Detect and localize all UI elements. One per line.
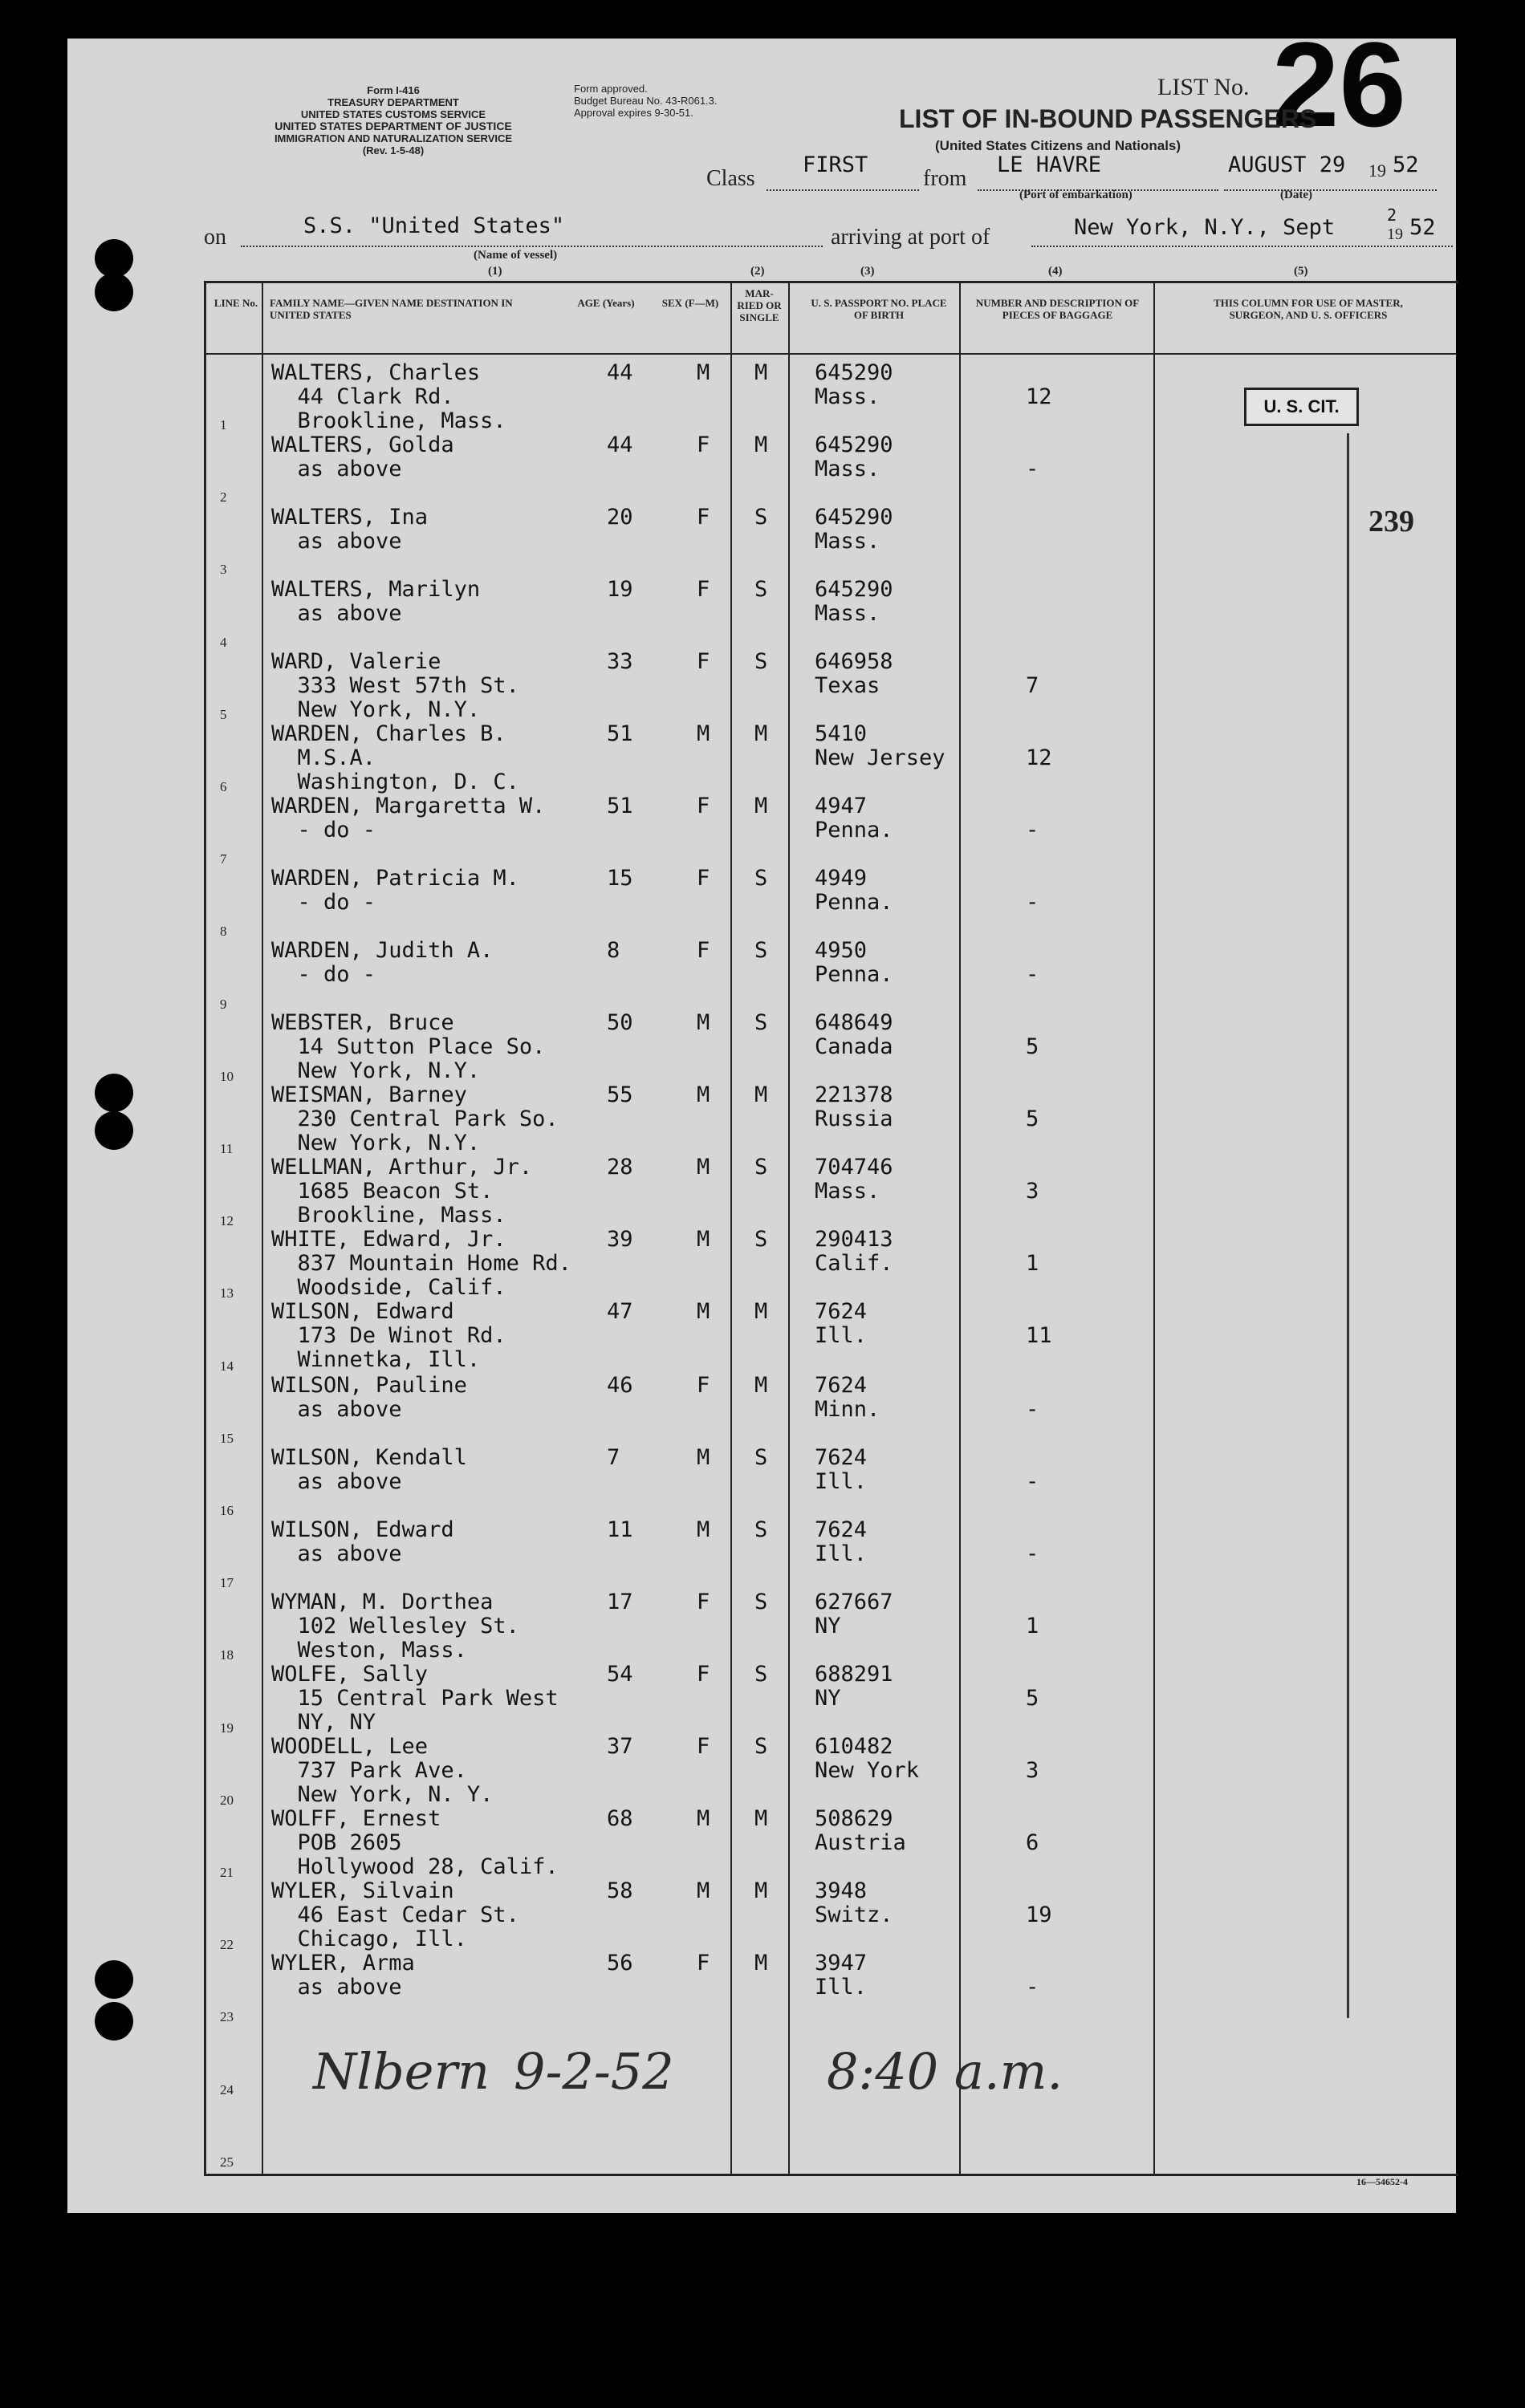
arrival-day: 2	[1387, 205, 1397, 225]
port-value: LE HAVRE	[997, 152, 1102, 177]
line-number: 6	[220, 779, 227, 794]
inspection-date: 9-2-52	[514, 2042, 674, 2101]
passenger-sex: F	[697, 1373, 710, 1398]
passenger-marital-status: S	[754, 1662, 768, 1687]
form-title: LIST OF IN-BOUND PASSENGERS	[899, 104, 1317, 133]
line-number: 9	[220, 996, 227, 1012]
passport-number: 4950	[815, 938, 868, 963]
passenger-marital-status: M	[754, 1951, 768, 1976]
passenger-name: WILSON, Edward 173 De Winot Rd. Winnetka, Ill.	[271, 1299, 506, 1372]
passenger-name: WILSON, Kendall as above	[271, 1445, 467, 1494]
passenger-name: WALTERS, Ina as above	[271, 505, 429, 554]
passport-number: 704746	[815, 1155, 893, 1180]
place-of-birth: Mass.	[815, 457, 880, 481]
passport-number: 645290	[815, 360, 893, 385]
place-of-birth: New Jersey	[815, 745, 946, 770]
dept-customs: UNITED STATES CUSTOMS SERVICE	[300, 108, 486, 120]
inspector-signature: Nlbern	[313, 2042, 490, 2101]
baggage-count: -	[1026, 1975, 1039, 2000]
baggage-count: 19	[1026, 1902, 1052, 1927]
passenger-name: WHITE, Edward, Jr. 837 Mountain Home Rd. Woodside, Calif.	[271, 1227, 571, 1300]
place-of-birth: NY	[815, 1614, 841, 1638]
port-caption: (Port of embarkation)	[1019, 189, 1133, 201]
passenger-marital-status: M	[754, 1878, 768, 1903]
line-number: 25	[220, 2154, 234, 2170]
dept-immigration: IMMIGRATION AND NATURALIZATION SERVICE	[274, 132, 513, 144]
vessel-line	[241, 246, 823, 247]
line-number: 12	[220, 1213, 234, 1229]
passenger-marital-status: M	[754, 721, 768, 746]
baggage-count: 5	[1026, 1686, 1039, 1711]
baggage-count: -	[1026, 818, 1039, 843]
passenger-sex: M	[697, 721, 710, 746]
place-of-birth: NY	[815, 1686, 841, 1711]
passenger-sex: F	[697, 794, 710, 818]
place-of-birth: Mass.	[815, 529, 880, 554]
passenger-age: 20	[607, 505, 633, 530]
line-number: 15	[220, 1430, 234, 1446]
list-no-label: LIST No.	[1157, 74, 1250, 100]
col-divider	[788, 281, 790, 2174]
passenger-age: 51	[607, 721, 633, 746]
passenger-name: WYLER, Arma as above	[271, 1951, 415, 2000]
baggage-count: 7	[1026, 673, 1039, 698]
place-of-birth: New York	[815, 1758, 920, 1783]
passenger-sex: M	[697, 1299, 710, 1324]
passenger-name: WARDEN, Charles B. M.S.A. Washington, D. C.	[271, 721, 519, 794]
passport-number: 4947	[815, 794, 868, 818]
us-citizen-stamp: U. S. CIT.	[1244, 388, 1359, 426]
passenger-marital-status: M	[754, 1082, 768, 1107]
passport-number: 645290	[815, 505, 893, 530]
line-number: 24	[220, 2081, 234, 2097]
passenger-marital-status: M	[754, 360, 768, 385]
passport-number: 3947	[815, 1951, 868, 1976]
passenger-age: 39	[607, 1227, 633, 1252]
passenger-marital-status: M	[754, 794, 768, 818]
place-of-birth: Ill.	[815, 1975, 868, 2000]
baggage-count: 3	[1026, 1179, 1039, 1204]
line-number: 10	[220, 1068, 234, 1084]
passenger-age: 19	[607, 577, 633, 602]
passport-number: 688291	[815, 1662, 893, 1687]
passenger-age: 37	[607, 1734, 633, 1759]
passenger-age: 8	[607, 938, 620, 963]
col-divider	[262, 281, 263, 2174]
passenger-name: WEBSTER, Bruce 14 Sutton Place So. New York, N.Y.	[271, 1010, 546, 1083]
date-line	[1224, 189, 1437, 191]
passenger-marital-status: S	[754, 505, 768, 530]
passenger-sex: F	[697, 1734, 710, 1759]
col-married: MAR- RIED OR SINGLE	[737, 287, 782, 323]
line-number: 3	[220, 562, 227, 578]
passenger-age: 46	[607, 1373, 633, 1398]
class-label: Class	[706, 166, 755, 191]
passenger-name: WYMAN, M. Dorthea 102 Wellesley St. Weston, Mass.	[271, 1590, 519, 1663]
baggage-count: 5	[1026, 1034, 1039, 1059]
line-number: 4	[220, 634, 227, 650]
passenger-name: WARD, Valerie 333 West 57th St. New York, N.Y.	[271, 649, 519, 722]
passenger-marital-status: S	[754, 1590, 768, 1614]
line-number: 22	[220, 1937, 234, 1953]
baggage-count: -	[1026, 1469, 1039, 1494]
passenger-age: 44	[607, 432, 633, 457]
passenger-age: 7	[607, 1445, 620, 1470]
baggage-count: 3	[1026, 1758, 1039, 1783]
passenger-age: 28	[607, 1155, 633, 1180]
place-of-birth: Russia	[815, 1107, 893, 1131]
baggage-count: 11	[1026, 1323, 1052, 1348]
passenger-sex: F	[697, 649, 710, 674]
passenger-name: WARDEN, Judith A. - do -	[271, 938, 494, 987]
form-approval	[574, 83, 718, 119]
passport-number: 7624	[815, 1299, 868, 1324]
baggage-count: -	[1026, 962, 1039, 987]
col-name: FAMILY NAME—GIVEN NAME DESTINATION IN UNITED STATES	[270, 297, 513, 321]
arrival-value: New York, N.Y., Sept	[1074, 215, 1336, 240]
passenger-name: WILSON, Edward as above	[271, 1517, 454, 1566]
punch-hole	[95, 1074, 133, 1112]
line-number: 19	[220, 1720, 234, 1736]
col-number-2: (2)	[750, 265, 765, 278]
place-of-birth: Texas	[815, 673, 880, 698]
passenger-age: 15	[607, 866, 633, 891]
place-of-birth: Ill.	[815, 1323, 868, 1348]
passenger-age: 54	[607, 1662, 633, 1687]
passenger-sex: M	[697, 1227, 710, 1252]
place-of-birth: Penna.	[815, 962, 893, 987]
place-of-birth: Mass.	[815, 601, 880, 626]
passenger-sex: M	[697, 1517, 710, 1542]
passenger-name: WELLMAN, Arthur, Jr. 1685 Beacon St. Brookline, Mass.	[271, 1155, 533, 1228]
form-subtitle: (United States Citizens and Nationals)	[935, 138, 1181, 153]
baggage-count: -	[1026, 1541, 1039, 1566]
passenger-age: 51	[607, 794, 633, 818]
col-line-no: LINE No.	[214, 297, 258, 309]
passenger-sex: F	[697, 432, 710, 457]
arrival-year: 52	[1409, 215, 1436, 240]
passenger-age: 50	[607, 1010, 633, 1035]
passport-number: 627667	[815, 1590, 893, 1614]
col-divider	[959, 281, 961, 2174]
passenger-marital-status: M	[754, 1299, 768, 1324]
passport-number: 645290	[815, 577, 893, 602]
passenger-marital-status: S	[754, 1010, 768, 1035]
approval-line: Approval expires 9-30-51.	[574, 107, 693, 119]
col-divider	[730, 281, 732, 2174]
passenger-age: 56	[607, 1951, 633, 1976]
passenger-name: WYLER, Silvain 46 East Cedar St. Chicago, Ill.	[271, 1878, 519, 1951]
passenger-name: WALTERS, Golda as above	[271, 432, 454, 481]
passport-number: 5410	[815, 721, 868, 746]
officer-check-line	[1347, 433, 1349, 2018]
year-value: 52	[1393, 152, 1419, 177]
year-prefix: 19	[1368, 160, 1386, 181]
approval-line: Form approved.	[574, 83, 648, 95]
passenger-marital-status: S	[754, 577, 768, 602]
passenger-sex: F	[697, 866, 710, 891]
passenger-sex: F	[697, 577, 710, 602]
passenger-marital-status: M	[754, 1373, 768, 1398]
passenger-marital-status: M	[754, 432, 768, 457]
passenger-marital-status: S	[754, 1155, 768, 1180]
line-number: 7	[220, 851, 227, 867]
line-number: 5	[220, 706, 227, 722]
place-of-birth: Calif.	[815, 1251, 893, 1276]
place-of-birth: Ill.	[815, 1541, 868, 1566]
side-number: 239	[1368, 505, 1414, 538]
arrival-year-prefix: 19	[1387, 225, 1403, 243]
col-number-4: (4)	[1048, 265, 1063, 278]
passenger-sex: F	[697, 1951, 710, 1976]
passport-number: 7624	[815, 1373, 868, 1398]
approval-line: Budget Bureau No. 43-R061.3.	[574, 95, 718, 107]
passenger-sex: M	[697, 1082, 710, 1107]
passenger-sex: M	[697, 360, 710, 385]
punch-hole	[95, 1111, 133, 1150]
passport-number: 290413	[815, 1227, 893, 1252]
place-of-birth: Penna.	[815, 890, 893, 915]
passenger-name: WEISMAN, Barney 230 Central Park So. New York, N.Y.	[271, 1082, 559, 1155]
passport-number: 221378	[815, 1082, 893, 1107]
footer-code: 16—54652-4	[1356, 2176, 1408, 2187]
col-age: AGE (Years)	[577, 297, 635, 309]
place-of-birth: Mass.	[815, 384, 880, 409]
passenger-marital-status: S	[754, 938, 768, 963]
baggage-count: 1	[1026, 1251, 1039, 1276]
passenger-sex: M	[697, 1806, 710, 1831]
date-value: AUGUST 29	[1228, 152, 1346, 177]
passport-number: 645290	[815, 432, 893, 457]
baggage-count: -	[1026, 457, 1039, 481]
baggage-count: -	[1026, 890, 1039, 915]
passenger-marital-status: S	[754, 1227, 768, 1252]
on-label: on	[204, 225, 226, 250]
place-of-birth: Canada	[815, 1034, 893, 1059]
passenger-sex: M	[697, 1878, 710, 1903]
passport-number: 508629	[815, 1806, 893, 1831]
vessel-value: S.S. "United States"	[303, 213, 565, 238]
passenger-name: WALTERS, Charles 44 Clark Rd. Brookline, Mass.	[271, 360, 506, 433]
line-number: 23	[220, 2009, 234, 2025]
passenger-marital-status: S	[754, 866, 768, 891]
line-number: 16	[220, 1503, 234, 1518]
col-number-1: (1)	[488, 265, 502, 278]
passenger-sex: F	[697, 1662, 710, 1687]
form-number: Form I-416	[367, 84, 420, 96]
class-value: FIRST	[803, 152, 868, 177]
punch-hole	[95, 239, 133, 278]
passenger-name: WALTERS, Marilyn as above	[271, 577, 481, 626]
baggage-count: 5	[1026, 1107, 1039, 1131]
baggage-count: 12	[1026, 745, 1052, 770]
passenger-marital-status: S	[754, 1517, 768, 1542]
form-revision: (Rev. 1-5-48)	[362, 144, 425, 156]
passenger-sex: M	[697, 1010, 710, 1035]
line-number: 17	[220, 1575, 234, 1591]
col-number-5: (5)	[1294, 265, 1308, 278]
baggage-count: 12	[1026, 384, 1052, 409]
line-number: 2	[220, 489, 227, 506]
arrival-line	[1031, 246, 1453, 247]
passenger-marital-status: M	[754, 1806, 768, 1831]
line-number: 18	[220, 1647, 234, 1663]
passenger-age: 33	[607, 649, 633, 674]
punch-hole	[95, 273, 133, 311]
dept-justice: UNITED STATES DEPARTMENT OF JUSTICE	[274, 120, 512, 132]
line-number: 8	[220, 924, 227, 940]
line-number: 20	[220, 1792, 234, 1808]
from-label: from	[923, 166, 967, 191]
passenger-age: 68	[607, 1806, 633, 1831]
vessel-caption: (Name of vessel)	[474, 249, 558, 262]
header-rule	[204, 353, 1456, 355]
passport-number: 4949	[815, 866, 868, 891]
passenger-age: 17	[607, 1590, 633, 1614]
dept-treasury: TREASURY DEPARTMENT	[327, 96, 459, 108]
passenger-marital-status: S	[754, 649, 768, 674]
passenger-name: WILSON, Pauline as above	[271, 1373, 467, 1422]
passenger-name: WOODELL, Lee 737 Park Ave. New York, N. Y.	[271, 1734, 494, 1807]
passenger-sex: M	[697, 1445, 710, 1470]
line-number: 1	[220, 417, 227, 432]
col-sex: SEX (F—M)	[661, 297, 719, 309]
line-number: 14	[220, 1358, 234, 1374]
passenger-age: 47	[607, 1299, 633, 1324]
class-line	[767, 189, 919, 191]
arriving-label: arriving at port of	[831, 225, 990, 250]
passenger-name: WARDEN, Patricia M. - do -	[271, 866, 519, 915]
passenger-sex: F	[697, 505, 710, 530]
col-number-3: (3)	[860, 265, 875, 278]
col-divider	[1153, 281, 1155, 2174]
place-of-birth: Penna.	[815, 818, 893, 843]
place-of-birth: Mass.	[815, 1179, 880, 1204]
line-number: 11	[220, 1141, 234, 1156]
line-number: 21	[220, 1865, 234, 1880]
passenger-marital-status: S	[754, 1445, 768, 1470]
passenger-age: 58	[607, 1878, 633, 1903]
passport-number: 648649	[815, 1010, 893, 1035]
col-baggage: NUMBER AND DESCRIPTION OF PIECES OF BAGGAGE	[975, 297, 1140, 321]
baggage-count: 1	[1026, 1614, 1039, 1638]
inspection-time: 8:40 a.m.	[827, 2042, 1063, 2101]
passport-number: 646958	[815, 649, 893, 674]
passenger-name: WOLFF, Ernest POB 2605 Hollywood 28, Calif.	[271, 1806, 559, 1879]
date-caption: (Date)	[1280, 189, 1312, 201]
line-number: 13	[220, 1285, 234, 1301]
passenger-age: 11	[607, 1517, 633, 1542]
passenger-name: WOLFE, Sally 15 Central Park West NY, NY	[271, 1662, 559, 1735]
passport-number: 610482	[815, 1734, 893, 1759]
baggage-count: -	[1026, 1397, 1039, 1422]
place-of-birth: Austria	[815, 1830, 906, 1855]
passenger-marital-status: S	[754, 1734, 768, 1759]
col-passport: U. S. PASSPORT NO. PLACE OF BIRTH	[811, 297, 947, 321]
place-of-birth: Switz.	[815, 1902, 893, 1927]
passenger-age: 44	[607, 360, 633, 385]
list-number: 26	[1272, 17, 1406, 152]
passport-number: 7624	[815, 1517, 868, 1542]
baggage-count: 6	[1026, 1830, 1039, 1855]
place-of-birth: Ill.	[815, 1469, 868, 1494]
passport-number: 7624	[815, 1445, 868, 1470]
passenger-name: WARDEN, Margaretta W. - do -	[271, 794, 546, 843]
passenger-sex: M	[697, 1155, 710, 1180]
punch-hole	[95, 1960, 133, 1999]
col-officers: THIS COLUMN FOR USE OF MASTER, SURGEON, AND U. S. OFFICERS	[1214, 297, 1403, 321]
form-header	[205, 84, 582, 156]
passenger-sex: F	[697, 1590, 710, 1614]
passenger-sex: F	[697, 938, 710, 963]
passenger-age: 55	[607, 1082, 633, 1107]
punch-hole	[95, 2002, 133, 2041]
passport-number: 3948	[815, 1878, 868, 1903]
place-of-birth: Minn.	[815, 1397, 880, 1422]
